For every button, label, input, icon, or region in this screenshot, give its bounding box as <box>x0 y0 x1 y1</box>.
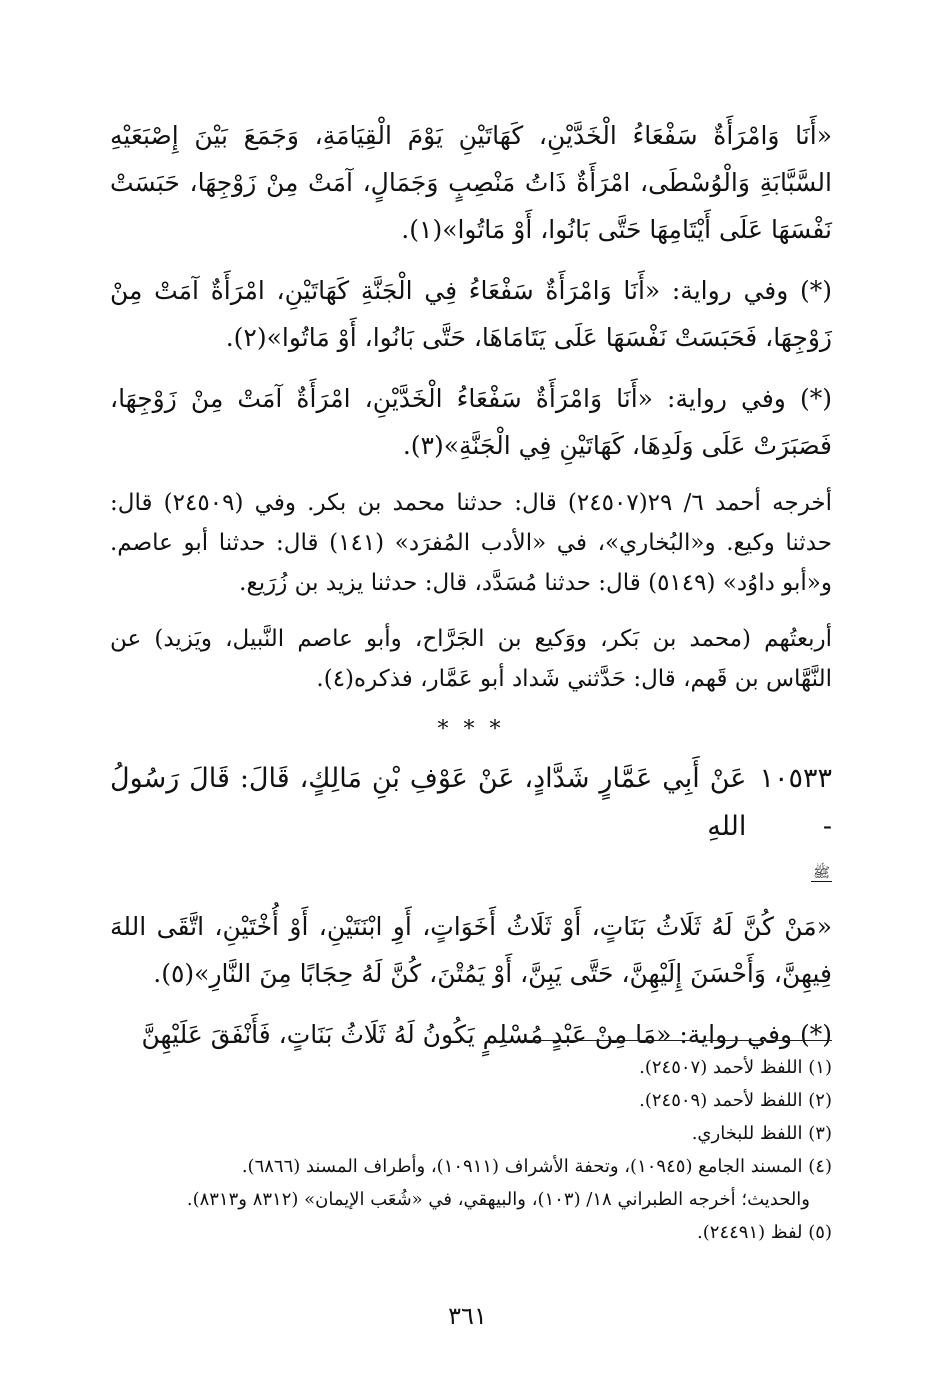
salutation-glyph: ﷺ <box>813 865 830 881</box>
hadith-text-paragraph: «أَنَا وَامْرَأَةٌ سَفْعَاءُ الْخَدَّيْنِ، كَهَاتَيْنِ يَوْمَ الْقِيَامَةِ، وَجَمَعَ بَيْنَ إِصْبَعَيْهِ السَّبَّابَةِ وَالْوُسْطَى، امْرَأَةٌ ذَاتُ مَنْصِبٍ وَجَمَالٍ، آمَتْ مِنْ زَوْجِهَا، حَبَسَتْ نَفْسَهَا عَلَى أَيْتَامِهَا حَتَّى بَانُوا، أَوْ مَاتُوا»(١). <box>110 121 832 244</box>
hadith-text-paragraph: «مَنْ كُنَّ لَهُ ثَلَاثُ بَنَاتٍ، أَوْ ثَلَاثُ أَخَوَاتٍ، أَوِ ابْنَتَيْنِ، أَوْ أُخْتَيْنِ، اتَّقَى اللهَ فِيهِنَّ، وَأَحْسَنَ إِلَيْهِنَّ، حَتَّى يَبِنَّ، أَوْ يَمُتْنَ، كُنَّ لَهُ حِجَابًا مِنَ النَّارِ»(٥). <box>110 912 832 988</box>
footnotes <box>110 1040 832 1251</box>
page-number: ٣٦١ <box>448 1302 487 1330</box>
isnad-paragraph: أخرجه أحمد ٦/ ٢٩(٢٤٥٠٧) قال: حدثنا محمد بن بكر. وفي (٢٤٥٠٩) قال: حدثنا وكيع. و«البُخاري»، في «الأدب المُفرَد» (١٤١) قال: حدثنا أبو عاصم. و«أبو داوُد» (٥١٤٩) قال: حدثنا مُسَدَّد، قال: حدثنا يزيد بن زُرَيع. <box>110 490 833 596</box>
footnote-continuation: والحديث؛ أخرجه الطبراني ١٨/ (١٠٣)، والبيهقي، في «شُعَب الإيمان» (٨٣١٢ و٨٣١٣). <box>186 1189 810 1210</box>
footnote-divider <box>522 1040 832 1041</box>
footnote: (٤) المسند الجامع (١٠٩٤٥)، وتحفة الأشراف (١٠٩١١)، وأطراف المسند (٦٨٦٦). <box>241 1156 832 1177</box>
footnote: (١) اللفظ لأحمد (٢٤٥٠٧). <box>639 1057 832 1078</box>
variant-narration-paragraph: (*) وفي رواية: «أَنَا وَامْرَأَةٌ سَفْعَاءُ فِي الْجَنَّةِ كَهَاتَيْنِ، امْرَأَةٌ آمَتْ مِنْ زَوْجِهَا، فَحَبَسَتْ نَفْسَهَا عَلَى يَتَامَاهَا، حَتَّى بَانُوا، أَوْ مَاتُوا»(٢). <box>110 276 832 352</box>
variant-narration-paragraph: (*) وفي رواية: «أَنَا وَامْرَأَةٌ سَفْعَاءُ الْخَدَّيْنِ، امْرَأَةٌ آمَتْ مِنْ زَوْجِهَا، فَصَبَرَتْ عَلَى وَلَدِهَا، كَهَاتَيْنِ فِي الْجَنَّةِ»(٣). <box>110 384 832 460</box>
footnote: (٢) اللفظ لأحمد (٢٤٥٠٩). <box>639 1090 832 1111</box>
main-text <box>110 112 832 1072</box>
hadith-number: ١٠٥٣٣ - <box>759 763 832 842</box>
variant-narration-paragraph: (*) وفي رواية: «مَا مِنْ عَبْدٍ مُسْلِمٍ يَكُونُ لَهُ ثَلَاثُ بَنَاتٍ، فَأَنْفَقَ عَلَيْهِنَّ <box>141 1020 832 1049</box>
hadith-intro: عَنْ أَبِي عَمَّارٍ شَدَّادٍ، عَنْ عَوْفِ بْنِ مَالِكٍ، قَالَ: قَالَ رَسُولُ اللهِ <box>110 763 747 842</box>
salutation-line <box>110 851 832 895</box>
isnad-paragraph: أربعتُهم (محمد بن بَكر، ووَكيع بن الجَرَّاح، وأبو عاصم النَّبيل، ويَزيد) عن النَّهَّاس بن قَهم، قال: حَدَّثني شَداد أبو عَمَّار، فذكره(٤). <box>110 626 832 692</box>
footnote: (٣) اللفظ للبخاري. <box>691 1123 832 1144</box>
section-separator: * * * <box>437 717 505 742</box>
footnote: (٥) لفظ (٢٤٤٩١). <box>697 1222 832 1243</box>
hadith-heading <box>110 755 832 851</box>
